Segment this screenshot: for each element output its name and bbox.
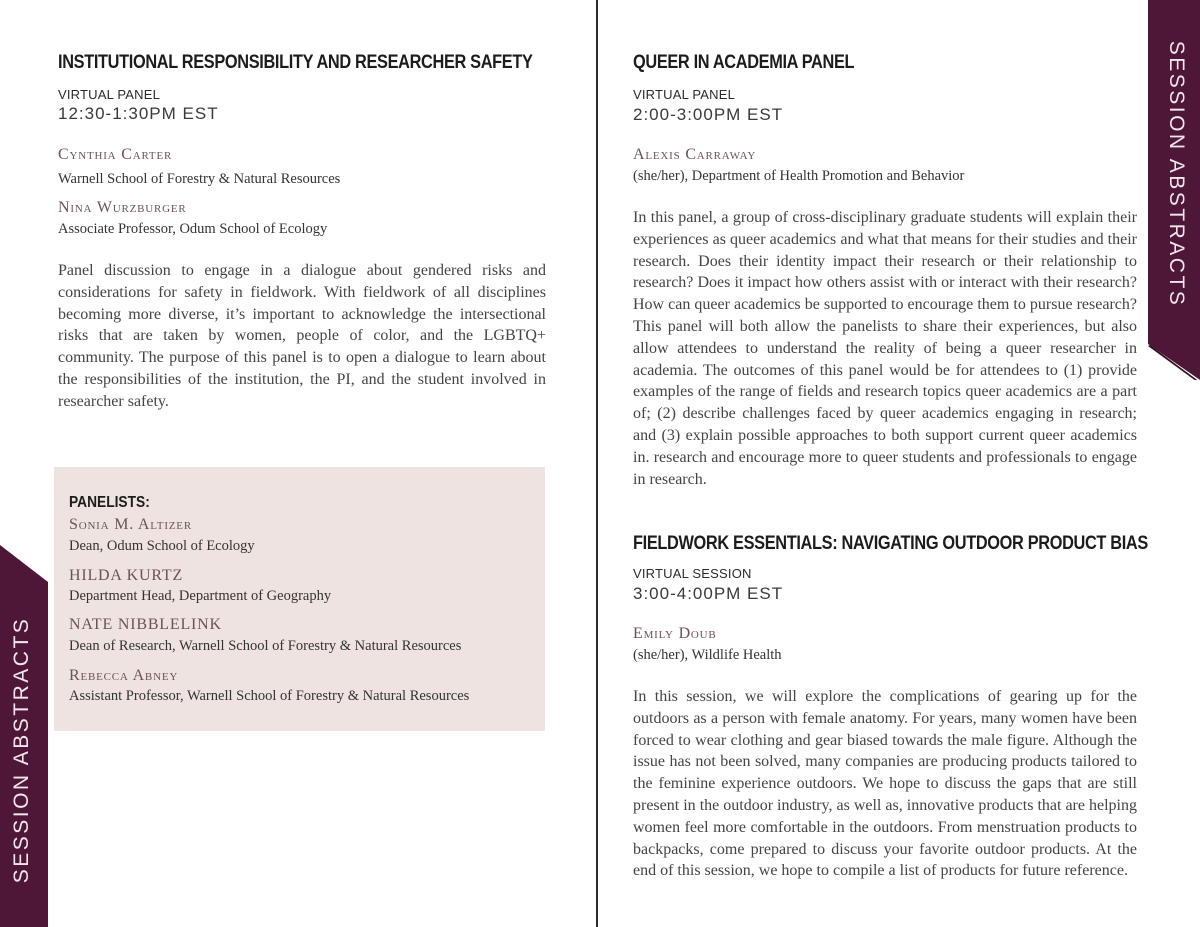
session-kind: VIRTUAL PANEL: [633, 87, 736, 102]
session-abstract: In this session, we will explore the complications of gearing up for the outdoors as a person with female anatomy. For years, many women have been forced to wear clothing and gear biased towards the male figure. Although the issue has not been solved, many companies are producing products tailored to the feminine experience outdoors. We hope to discuss the gaps that are still present in the outdoor industry, as well as, innovative products that are helping women feel more comfortable in the outdoors. From menstruation products to backpacks, come prepared to discuss your favorite outdoor products. At the end of this session, we hope to compile a list of products for future reference.: [633, 688, 1137, 880]
page-divider: [596, 0, 598, 927]
presenter-name: Emily Doub: [633, 625, 717, 642]
presenter-name: Cynthia Carter: [58, 146, 173, 163]
session-heading-queer-academia: QUEER IN ACADEMIA PANEL: [633, 52, 855, 73]
panelist-name: NATE NIBBLELINK: [69, 616, 222, 633]
session-kind: VIRTUAL PANEL: [58, 87, 161, 102]
session-heading-fieldwork-essentials: FIELDWORK ESSENTIALS: NAVIGATING OUTDOOR PRODUCT BIAS: [633, 533, 1148, 554]
presenter-name: Nina Wurzburger: [58, 199, 187, 216]
side-tab-label-right: SESSION ABSTRACTS: [1165, 40, 1188, 308]
panelist-affiliation: Dean, Odum School of Ecology: [69, 538, 255, 554]
session-abstract: Panel discussion to engage in a dialogue about gendered risks and considerations for safety in fieldwork. With fieldwork of all disciplines becoming more diverse, it’s important to acknowledge the intersectional risks that are taken by women, people of color, and the LGBTQ+ community. The purpose of this panel is to open a dialogue to learn about the responsibilities of the institution, the PI, and the student involved in researcher safety.: [58, 262, 546, 410]
panelist-name: Sonia M. Altizer: [69, 516, 192, 533]
session-time: 2:00-3:00PM EST: [633, 105, 784, 124]
panelist-name: Rebecca Abney: [69, 667, 179, 684]
side-tab-label-left: SESSION ABSTRACTS: [10, 616, 33, 884]
presenter-affiliation: Associate Professor, Odum School of Ecology: [58, 221, 328, 237]
session-time: 12:30-1:30PM EST: [58, 104, 219, 123]
session-kind: VIRTUAL SESSION: [633, 566, 752, 581]
session-abstract: In this panel, a group of cross-disciplinary graduate students will explain their experiences as queer academics and what that means for their studies and their research. Does their identity impact their research or their relationship to research? Does it impact how others assist with or interact with their research? How can queer academics be supported to encourage them to pursue research? This panel will both allow the panelists to share their experiences, but also allow attendees to understand the reality of being a queer researcher in academia. The outcomes of this panel would be for attendees to (1) provide examples of the range of fields and research topics queer academics are a part of; (2) describe challenges faced by queer academics engaging in research; and (3) explain possible approaches to both support current queer academics in. research and encourage more to queer students and professionals to engage in research.: [633, 209, 1137, 488]
presenter-affiliation: (she/her), Wildlife Health: [633, 647, 782, 663]
panelist-affiliation: Dean of Research, Warnell School of Forestry & Natural Resources: [69, 638, 462, 654]
panelist-name: HILDA KURTZ: [69, 567, 184, 584]
session-heading-institutional: INSTITUTIONAL RESPONSIBILITY AND RESEARCHER SAFETY: [58, 52, 533, 73]
presenter-name: Alexis Carraway: [633, 146, 757, 163]
presenter-affiliation: Warnell School of Forestry & Natural Resources: [58, 171, 341, 187]
panelist-affiliation: Department Head, Department of Geography: [69, 588, 332, 604]
panelist-affiliation: Assistant Professor, Warnell School of Forestry & Natural Resources: [69, 688, 470, 704]
session-time: 3:00-4:00PM EST: [633, 584, 784, 603]
presenter-affiliation: (she/her), Department of Health Promotion and Behavior: [633, 168, 965, 184]
panelists-title: PANELISTS:: [69, 494, 150, 511]
